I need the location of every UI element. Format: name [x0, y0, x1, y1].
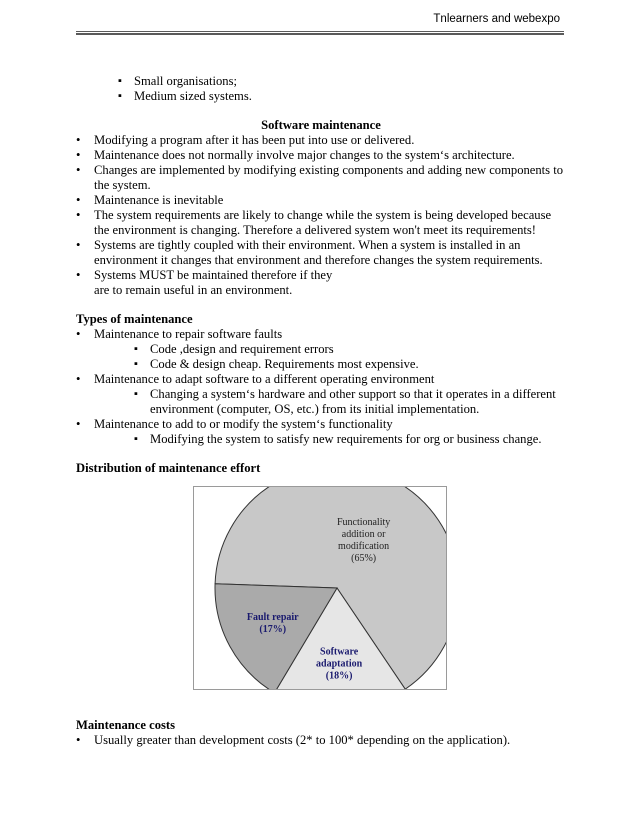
document-body — [76, 74, 566, 476]
sub-list — [132, 387, 566, 417]
sub-list — [132, 432, 566, 447]
sub-list-item: ▪ Changing a system‘s hardware and other support so that it operates in a different environment (computer, OS, etc.) from its initial implementation. — [132, 387, 566, 417]
top-list — [116, 74, 566, 104]
list-item: • Systems are tightly coupled with their environment. When a system is installed in an environment it changes that environment and therefore changes the system requirements. — [76, 238, 566, 268]
section-heading-types: Types of maintenance — [76, 312, 193, 326]
list-item-label: Maintenance to adapt software to a different operating environment — [94, 372, 435, 386]
sub-list-item: ▪ Code ,design and requirement errors — [132, 342, 566, 357]
sub-list-item: ▪ Code & design cheap. Requirements most expensive. — [132, 357, 566, 372]
list-item — [76, 327, 566, 372]
sub-list — [132, 342, 566, 372]
types-list — [76, 327, 566, 447]
list-item: • The system requirements are likely to change while the system is being developed because the environment is changing. Therefore a delivered system won't meet its requirements! — [76, 208, 566, 238]
list-item: ▪ Small organisations; — [116, 74, 566, 89]
section-heading-distribution: Distribution of maintenance effort — [76, 461, 261, 475]
pie-slice-label: Functionality addition or modification (65%) — [336, 516, 391, 564]
list-item — [76, 372, 566, 417]
section-heading-costs: Maintenance costs — [76, 718, 175, 732]
list-item: • Modifying a program after it has been put into use or delivered. — [76, 133, 566, 148]
list-item: • Changes are implemented by modifying existing components and adding new components to the system. — [76, 163, 566, 193]
costs-list — [76, 733, 566, 748]
header-divider-thick — [76, 33, 564, 35]
header-title: Tnlearners and webexpo — [433, 13, 560, 25]
maintenance-pie-chart — [193, 486, 447, 690]
pie-slice-label: Fault repair (17%) — [246, 612, 299, 636]
pie-chart-svg — [194, 487, 446, 689]
sub-list-item: ▪ Modifying the system to satisfy new requirements for org or business change. — [132, 432, 566, 447]
list-item: • Maintenance is inevitable — [76, 193, 566, 208]
list-item-line: Systems MUST be maintained therefore if they — [94, 268, 333, 282]
list-item: • Maintenance does not normally involve major changes to the system‘s architecture. — [76, 148, 566, 163]
list-item-label: Maintenance to repair software faults — [94, 327, 283, 341]
header-divider — [76, 31, 564, 32]
pie-slice-label: Software adaptation (18%) — [316, 646, 363, 682]
list-item-label: Maintenance to add to or modify the system‘s functionality — [94, 417, 393, 431]
maintenance-costs-section — [76, 718, 566, 748]
software-maintenance-list — [76, 133, 566, 298]
list-item — [76, 417, 566, 447]
list-item — [76, 268, 566, 298]
list-item: ▪ Medium sized systems. — [116, 89, 566, 104]
section-heading-software-maintenance: Software maintenance — [261, 118, 381, 132]
list-item: • Usually greater than development costs (2* to 100* depending on the application). — [76, 733, 566, 748]
list-item-line: are to remain useful in an environment. — [94, 283, 293, 297]
